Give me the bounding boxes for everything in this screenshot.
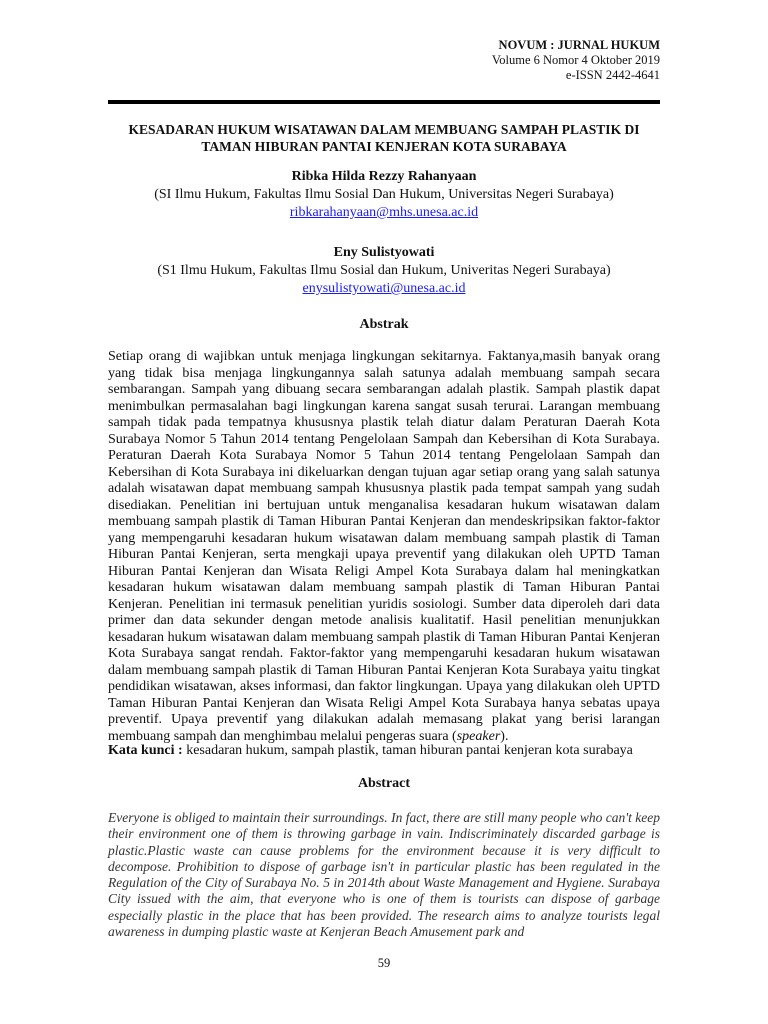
abstrak-text: Setiap orang di wajibkan untuk menjaga lingkungan sekitarnya. Faktanya,masih banyak orang yang tidak bisa menjaga lingkungannya salah satunya adalah membuang sampah secara sembarangan. Sampah yang dibuang secara sembarangan adalah plastik. Sampah plastik dapat menimbulkan permasalahan bagi lingkungan karena sangat susah terurai. Larangan membuang sampah tidak pada tempatnya khususnya plastik telah diatur dalam Peraturan Daerah Kota Surabaya Nomor 5 Tahun 2014 tentang Pengelolaan Sampah dan Kebersihan di Kota Surabaya. Peraturan Daerah Kota Surabaya Nomor 5 Tahun 2014 tentang Pengelolaan Sampah dan Kebersihan di Kota Surabaya ini dikeluarkan dengan tujuan agar setiap orang yang salah satunya adalah wisatawan dapat membuang sampah khususnya plastik pada tempat sampah yang sudah disediakan. Penelitian ini bertujuan untuk menganalisa kesadaran hukum wisatawan dalam membuang sampah plastik di Taman Hiburan Pantai Kenjeran dan mendeskripsikan faktor-faktor yang mempengaruhi kesadaran hukum wisatawan dalam membuang sampah plastik di Taman Hiburan Pantai Kenjeran, serta mengkaji upaya preventif yang dilakukan oleh UPTD Taman Hiburan Pantai Kenjeran dan Wisata Religi Ampel Kota Surabaya dalam hal meningkatkan kesadaran hukum wisatawan dalam membuang sampah plastik di Taman Hiburan Pantai Kenjeran. Penelitian ini termasuk penelitian yuridis sosiologi. Sumber data diperoleh dari data primer dan data sekunder dengan metode analisis kualitatif. Hasil penelitian menunjukkan kesadaran hukum wisatawan dalam membuang sampah plastik di Taman Hiburan Pantai Kenjeran Kota Surabaya sangat rendah. Faktor-faktor yang mempengaruhi kesadaran hukum wisatawan dalam membuang sampah plastik di Taman Hiburan Pantai Kenjeran Kota Surabaya yaitu tingkat pendidikan wisatawan, akses informasi, dan faktor lingkungan. Upaya yang dilakukan oleh UPTD Taman Hiburan Pantai Kenjeran dan Wisata Religi Ampel Kota Surabaya hanya sebatas upaya preventif. Upaya preventif yang dilakukan adalah memasang plakat yang berisi larangan membuang sampah dan menghimbau melalui pengeras suara ( (108, 349, 660, 744)
author-affiliation: (S1 Ilmu Hukum, Fakultas Ilmu Sosial dan Hukum, Univeritas Negeri Surabaya) (157, 263, 611, 278)
author-name: Eny Sulistyowati (333, 245, 435, 260)
keywords (108, 743, 660, 760)
abstract-body: Everyone is obliged to maintain their surroundings. In fact, there are still many people who can't keep their environment one of them is throwing garbage in vain. Indiscriminately discarded garbage is plastic.Plastic waste can cause problems for the environment because it is very difficult to decompose. Prohibition to dispose of garbage isn't in particular plastic has been regulated in the Regulation of the City of Surabaya No. 5 in 2014th about Waste Management and Hygiene. Surabaya City issued with the aim, that everyone who is one of them is tourists can dispose of garbage especially plastic in the place that has been provided. The research aims to analyze tourists legal awareness in dumping plastic waste at Kenjeran Beach Amusement park and (108, 810, 660, 940)
keywords-text: kesadaran hukum, sampah plastik, taman hiburan pantai kenjeran kota surabaya (186, 743, 633, 758)
abstrak-heading: Abstrak (359, 317, 409, 332)
journal-volume: Volume 6 Nomor 4 Oktober 2019 (491, 53, 660, 67)
abstrak-speaker-term: speaker (456, 728, 501, 744)
abstrak-body (108, 349, 660, 745)
author-affiliation: (SI Ilmu Hukum, Fakultas Ilmu Sosial Dan Hukum, Universitas Negeri Surabaya) (154, 187, 614, 202)
paper-title (108, 121, 660, 155)
page-number: 59 (377, 956, 391, 970)
author-list (108, 168, 660, 320)
paper-title-line-2: TAMAN HIBURAN PANTAI KENJERAN KOTA SURABAYA (201, 139, 567, 154)
author-2 (108, 244, 660, 298)
journal-header (492, 38, 660, 83)
journal-name: NOVUM : JURNAL HUKUM (498, 38, 660, 52)
abstrak-close: ). (500, 728, 509, 744)
journal-issn: e-ISSN 2442-4641 (565, 68, 660, 82)
author-name: Ribka Hilda Rezzy Rahanyaan (291, 169, 477, 184)
author-email-link[interactable]: ribkarahanyaan@mhs.unesa.ac.id (289, 205, 479, 220)
author-email-link[interactable]: enysulistyowati@unesa.ac.id (302, 281, 466, 296)
author-1 (108, 168, 660, 222)
keywords-label: Kata kunci : (108, 743, 183, 758)
abstract-heading: Abstract (357, 776, 411, 791)
header-divider (108, 100, 660, 104)
paper-title-line-1: KESADARAN HUKUM WISATAWAN DALAM MEMBUANG SAMPAH PLASTIK DI (128, 122, 640, 137)
